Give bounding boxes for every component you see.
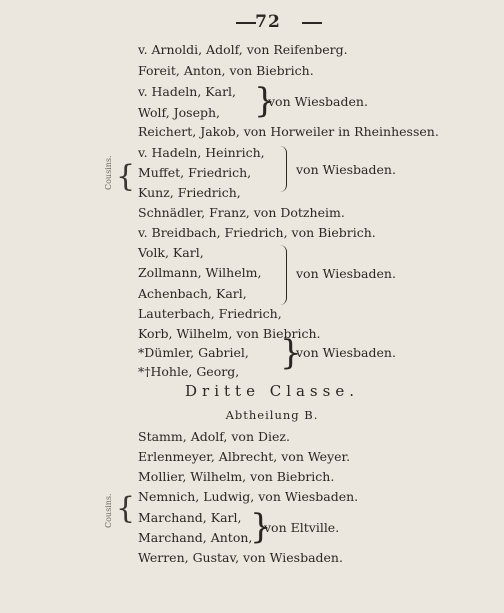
entry-text: Mollier, Wilhelm, von Biebrich. [138,469,335,484]
section-title [0,382,504,400]
group-label: von Wiesbaden. [296,162,396,177]
subsection-title-text: Abtheilung B. [225,408,319,422]
group-bracket [280,146,287,192]
subsection-title [0,408,504,422]
group-label: von Wiesbaden. [296,345,396,360]
entry-text: Marchand, Anton, [138,530,253,545]
group-brace: } [280,333,302,373]
entry-text: Lauterbach, Friedrich, [138,306,282,321]
entry-text: Achenbach, Karl, [138,286,247,301]
entry-text: v. Breidbach, Friedrich, von Biebrich. [138,225,376,240]
entry-text: Reichert, Jakob, von Horweiler in Rheinhessen. [138,124,439,139]
group-label: von Wiesbaden. [268,94,368,109]
entry-text: Wolf, Joseph, [138,105,221,120]
margin-note: Cousins. [104,155,113,190]
margin-brace: { [116,491,136,526]
page-number-dash-right [302,22,322,24]
entry-text: v. Hadeln, Karl, [138,84,237,99]
entry-text: Muffet, Friedrich, [138,165,252,180]
entry-text: Foreit, Anton, von Biebrich. [138,63,314,78]
entry-text: Kunz, Friedrich, [138,185,241,200]
group-brace: } [254,81,276,121]
entry-text: Zollmann, Wilhelm, [138,265,262,280]
entry-text: *†Hohle, Georg, [138,364,240,379]
entry-text: Nemnich, Ludwig, von Wiesbaden. [138,489,359,504]
entry-text: Volk, Karl, [138,245,204,260]
entry-text: *Dümler, Gabriel, [138,345,249,360]
entry-text: Schnädler, Franz, von Dotzheim. [138,205,345,220]
entry-text: Werren, Gustav, von Wiesbaden. [138,550,343,565]
group-label: von Wiesbaden. [296,266,396,281]
page-number: 72 [255,12,281,32]
entry-text: Erlenmeyer, Albrecht, von Weyer. [138,449,351,464]
entry-text: v. Arnoldi, Adolf, von Reifenberg. [138,42,348,57]
entry-text: Stamm, Adolf, von Diez. [138,429,290,444]
margin-note: Cousins. [104,493,113,528]
margin-brace: { [116,159,136,194]
entry-text: Korb, Wilhelm, von Biebrich. [138,326,321,341]
section-title-text: Dritte Classe. [185,382,359,400]
group-brace: } [250,507,272,547]
group-bracket [280,245,287,305]
entry-text: v. Hadeln, Heinrich, [138,145,265,160]
entry-text: Marchand, Karl, [138,510,242,525]
group-label: von Eltville. [264,520,340,535]
